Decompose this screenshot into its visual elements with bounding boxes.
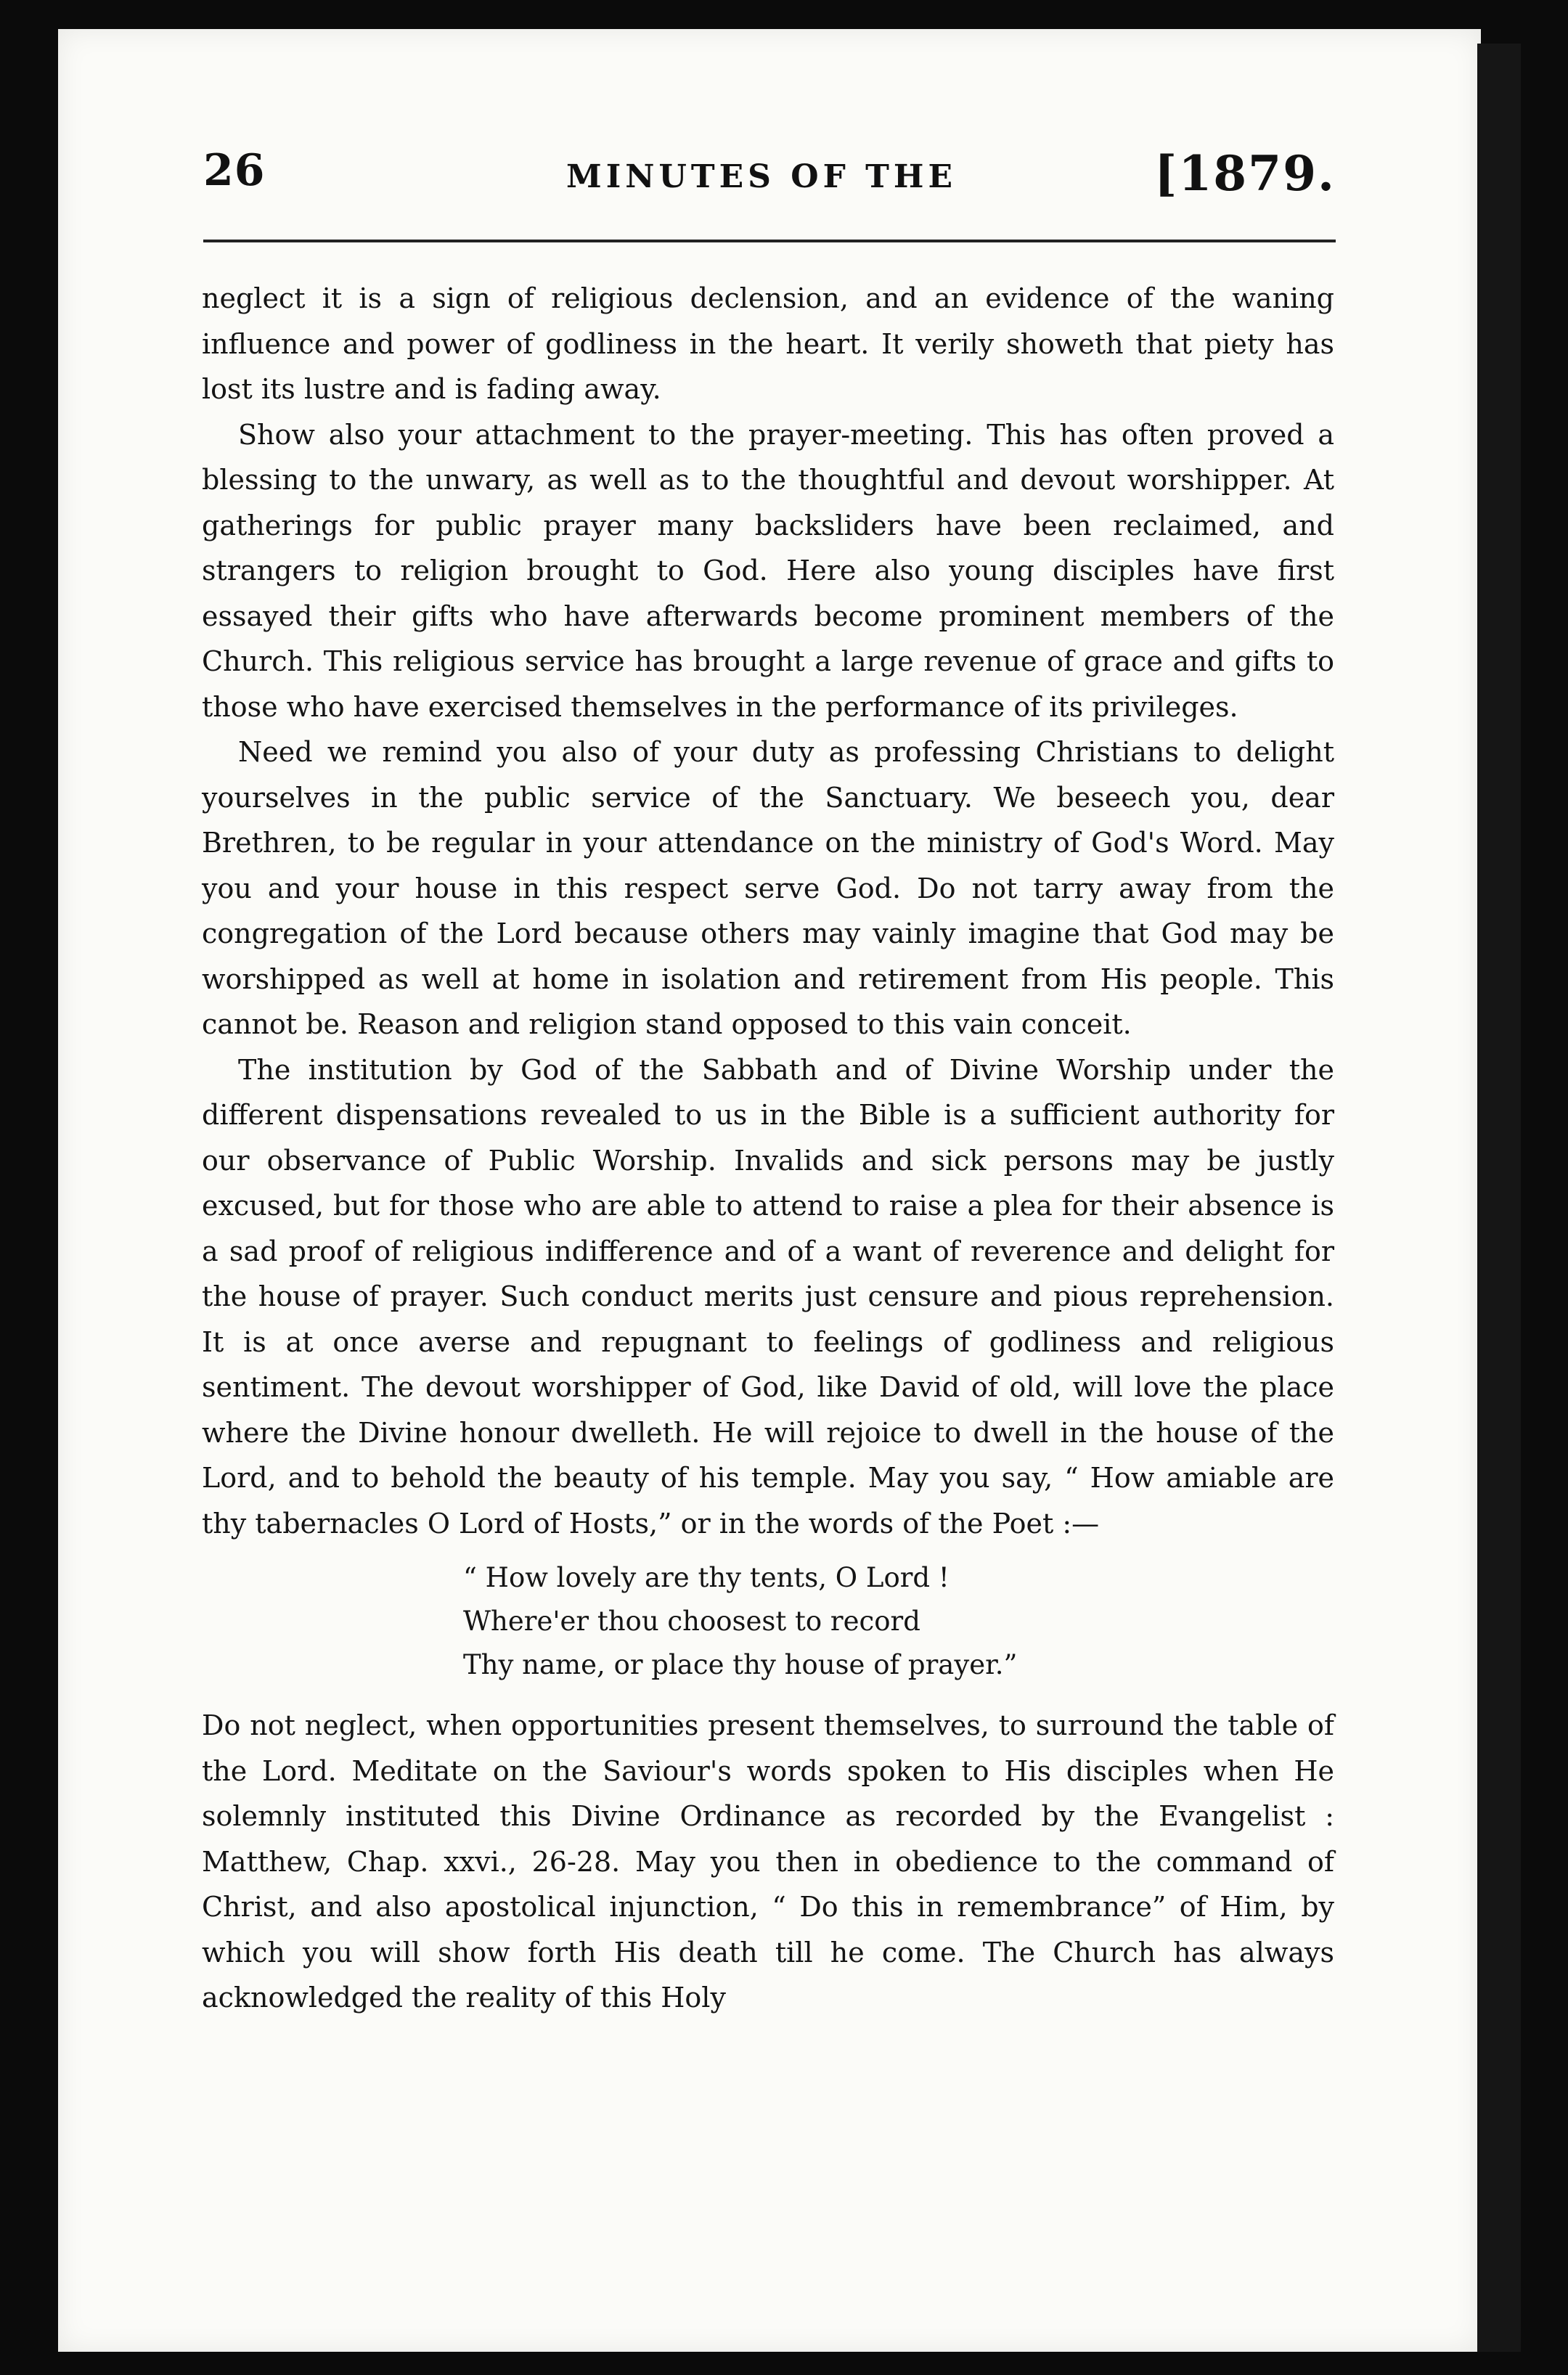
body-text [202, 276, 1334, 2021]
paragraph-continued: neglect it is a sign of religious declension, and an evidence of the waning influence and power of godliness in the heart. It verily showeth that piety has lost its lustre and is fading away. [202, 282, 1334, 405]
header-year: [1879. [1154, 145, 1336, 202]
page-number: 26 [203, 145, 266, 196]
running-head: MINUTES OF THE [566, 158, 957, 195]
poem-quote [463, 1556, 1334, 1687]
poem-line: “ How lovely are thy tents, O Lord ! [463, 1562, 950, 1593]
poem-line: Thy name, or place thy house of prayer.” [463, 1649, 1018, 1680]
paragraph-prayer-meeting: Show also your attachment to the prayer-meeting. This has often proved a blessing to the unwary, as well as to the thoughtful and devout worshipper. At gatherings for public prayer many backsliders have been reclaimed, and strangers to religion brought to God. Here also young disciples have first essayed their gifts who have afterwards become prominent members of the Church. This religious service has brought a large revenue of grace and gifts to those who have exercised themselves in the performance of its privileges. [202, 418, 1334, 723]
header-rule [203, 240, 1336, 242]
paragraph-sanctuary: Need we remind you also of your duty as professing Christians to delight yourselves in the public service of the Sanctuary. We beseech you, dear Brethren, to be regular in your attendance on the ministry of God's Word. May you and your house in this respect serve God. Do not tarry away from the congregation of the Lord because others may vainly imagine that God may be worshipped as well at home in isolation and retirement from His people. This cannot be. Reason and religion stand opposed to this vain conceit. [202, 736, 1334, 1040]
poem-line: Where'er thou choosest to record [463, 1606, 920, 1637]
paragraph-public-worship: The institution by God of the Sabbath and of Divine Worship under the different dispensations revealed to us in the Bible is a sufficient authority for our observance of Public Worship. Invalids and sick persons may be justly excused, but for those who are able to attend to raise a plea for their absence is a sad proof of religious indifference and of a want of reverence and delight for the house of prayer. Such conduct merits just censure and pious reprehension. It is at once averse and repugnant to feelings of godliness and religious sentiment. The devout worshipper of God, like David of old, will love the place where the Divine honour dwelleth. He will rejoice to dwell in the house of the Lord, and to behold the beauty of his temple. May you say, “ How amiable are thy tabernacles O Lord of Hosts,” or in the words of the Poet :— [202, 1053, 1334, 1540]
page-header [203, 145, 1336, 210]
paragraph-lords-table: Do not neglect, when opportunities present themselves, to surround the table of the Lord. Meditate on the Saviour's words spoken to His disciples when He solemnly instituted this Divine Ordinance as recorded by the Evangelist : Matthew, Chap. xxvi., 26-28. May you then in obedience to the command of Christ, and also apostolical injunction, “ Do this in remembrance” of Him, by which you will show forth His death till he come. The Church has always acknowledged the reality of this Holy [202, 1709, 1334, 2014]
page-edge-shadow [1477, 44, 1521, 2352]
